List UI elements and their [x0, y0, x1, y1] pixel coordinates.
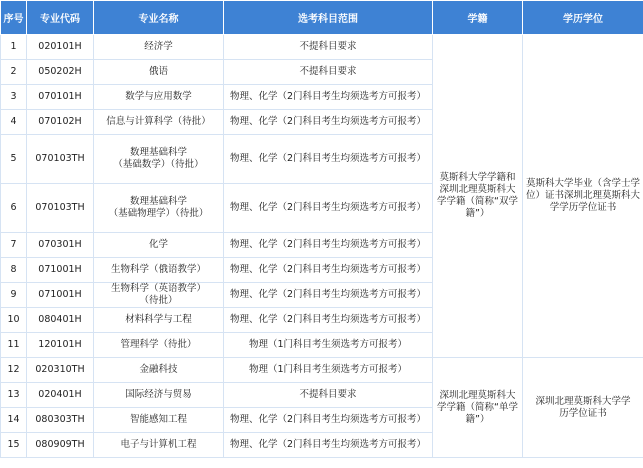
- row-code: 050202H: [27, 60, 94, 85]
- row-code: 070102H: [27, 110, 94, 135]
- row-name: 材料科学与工程: [94, 308, 224, 333]
- row-name-line1: 数理基础科学: [129, 196, 187, 207]
- status-double-text: 莫斯科大学学籍和深圳北理莫斯科大学学籍（简称“双学籍”）: [437, 172, 518, 219]
- row-subjects: 物理、化学（2门科目考生均须选考方可报考）: [224, 110, 433, 135]
- row-code: 020101H: [27, 35, 94, 60]
- row-code: 071001H: [27, 258, 94, 283]
- row-name-line2: （基础数学）（待批）: [113, 159, 204, 170]
- row-subjects: 物理（1门科目考生须选考方可报考）: [224, 358, 433, 383]
- row-no: 5: [1, 135, 27, 184]
- row-subjects: 物理、化学（2门科目考生均须选考方可报考）: [224, 433, 433, 458]
- row-subjects: 物理、化学（2门科目考生均须选考方可报考）: [224, 408, 433, 433]
- row-subjects: 物理、化学（2门科目考生均须选考方可报考）: [224, 85, 433, 110]
- row-subjects: 物理、化学（2门科目考生均须选考方可报考）: [224, 308, 433, 333]
- row-code: 070103TH: [27, 184, 94, 233]
- row-no: 3: [1, 85, 27, 110]
- row-name: 信息与计算科学（待批）: [94, 110, 224, 135]
- degree-double: [523, 35, 643, 358]
- row-name-line1: 生物科学（英语教学）: [110, 283, 206, 294]
- row-name: 电子与计算机工程: [94, 433, 224, 458]
- row-subjects: 物理、化学（2门科目考生均须选考方可报考）: [224, 184, 433, 233]
- degree-single: [523, 358, 643, 458]
- row-subjects: 物理、化学（2门科目考生均须选考方可报考）: [224, 233, 433, 258]
- row-code: 080401H: [27, 308, 94, 333]
- row-code: 080909TH: [27, 433, 94, 458]
- header-status: 学籍: [433, 1, 523, 35]
- table-row: [1, 35, 643, 60]
- row-name: [94, 184, 224, 233]
- row-name-line2: （待批）: [139, 295, 178, 306]
- row-name: 智能感知工程: [94, 408, 224, 433]
- row-name: [94, 135, 224, 184]
- row-code: 070101H: [27, 85, 94, 110]
- row-no: 1: [1, 35, 27, 60]
- row-code: 070301H: [27, 233, 94, 258]
- row-name-line1: 数理基础科学: [129, 147, 187, 158]
- row-name: [94, 283, 224, 308]
- row-name: 俄语: [94, 60, 224, 85]
- header-name: 专业名称: [94, 1, 224, 35]
- row-subjects: 不提科目要求: [224, 60, 433, 85]
- row-code: 071001H: [27, 283, 94, 308]
- row-name: 管理科学（待批）: [94, 333, 224, 358]
- row-code: 120101H: [27, 333, 94, 358]
- row-no: 8: [1, 258, 27, 283]
- row-name: 数学与应用数学: [94, 85, 224, 110]
- degree-double-text: 莫斯科大学毕业（含学士学位）证书深圳北理莫斯科大学学历学位证书: [525, 178, 640, 213]
- header-degree: 学历学位: [523, 1, 643, 35]
- header-code: 专业代码: [27, 1, 94, 35]
- row-code: 080303TH: [27, 408, 94, 433]
- header-no: 序号: [1, 1, 27, 35]
- row-name: 化学: [94, 233, 224, 258]
- row-subjects: 不提科目要求: [224, 383, 433, 408]
- row-code: 020310TH: [27, 358, 94, 383]
- row-subjects: 物理（1门科目考生须选考方可报考）: [224, 333, 433, 358]
- row-subjects: 不提科目要求: [224, 35, 433, 60]
- row-subjects: 物理、化学（2门科目考生均须选考方可报考）: [224, 135, 433, 184]
- row-no: 4: [1, 110, 27, 135]
- header-row: [1, 1, 643, 35]
- row-no: 14: [1, 408, 27, 433]
- row-no: 10: [1, 308, 27, 333]
- row-no: 7: [1, 233, 27, 258]
- table-row: [1, 358, 643, 383]
- degree-single-text: 深圳北理莫斯科大学学历学位证书: [535, 395, 631, 419]
- row-name: 经济学: [94, 35, 224, 60]
- row-no: 11: [1, 333, 27, 358]
- row-no: 9: [1, 283, 27, 308]
- row-no: 12: [1, 358, 27, 383]
- row-name: 生物科学（俄语教学）: [94, 258, 224, 283]
- row-no: 15: [1, 433, 27, 458]
- row-subjects: 物理、化学（2门科目考生均须选考方可报考）: [224, 258, 433, 283]
- status-single: [433, 358, 523, 458]
- row-name-line2: （基础物理学）（待批）: [108, 208, 209, 219]
- row-no: 2: [1, 60, 27, 85]
- status-single-text: 深圳北理莫斯科大学学籍（简称“单学籍”）: [437, 389, 518, 425]
- row-code: 020401H: [27, 383, 94, 408]
- row-subjects: 物理、化学（2门科目考生均须选考方可报考）: [224, 283, 433, 308]
- row-name: 国际经济与贸易: [94, 383, 224, 408]
- status-double: [433, 35, 523, 358]
- header-subjects: 选考科目范围: [224, 1, 433, 35]
- row-no: 13: [1, 383, 27, 408]
- row-no: 6: [1, 184, 27, 233]
- row-name: 金融科技: [94, 358, 224, 383]
- row-code: 070103TH: [27, 135, 94, 184]
